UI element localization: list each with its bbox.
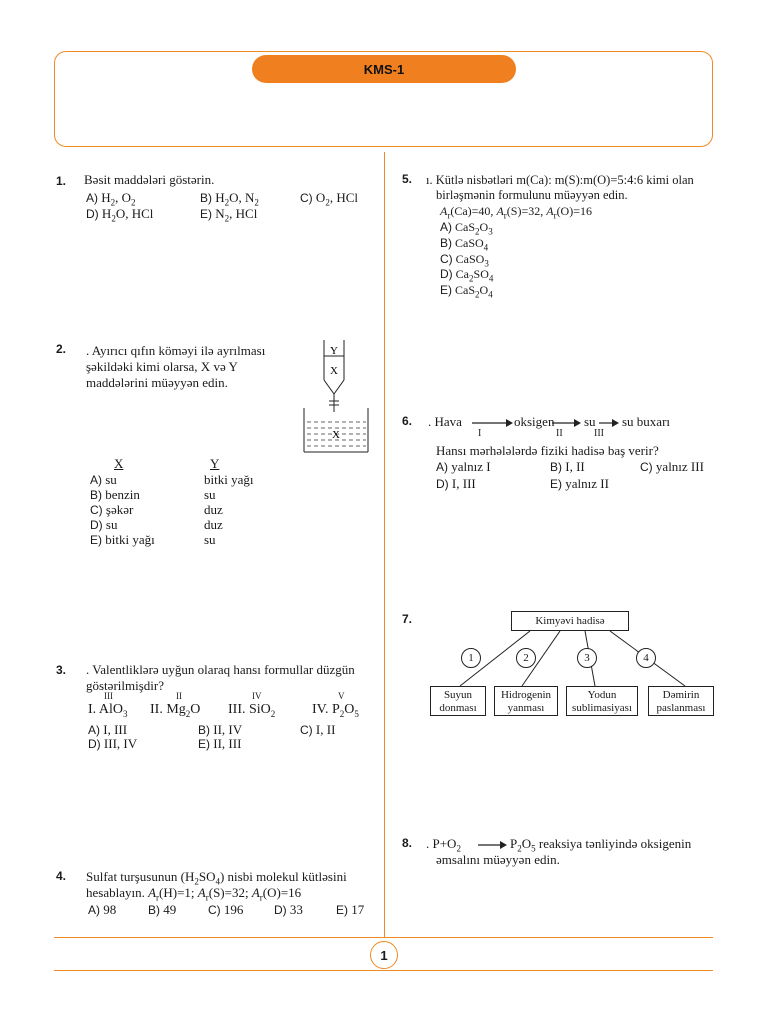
option-c-y: duz [204,502,223,517]
leaf-node: Hidrogenin yanması [494,686,558,716]
option-e[interactable]: E) $CaS_2O_4$ [440,283,493,300]
formula-ii: II. $Mg_2O$ [150,702,201,719]
option-c[interactable]: C) 196 [208,902,244,917]
step-label-i: I [478,428,482,439]
arrow-right-icon [470,416,514,430]
question-number: 2. [56,342,67,356]
step-number: 4 [636,648,656,668]
option-c[interactable]: C) CaSO$_3$ [440,252,489,269]
option-e[interactable]: E) $N_2$, HCl [200,206,258,224]
formula-iii: III. SiO$_2$ [228,702,276,719]
chain-oxygen: oksigen [514,414,555,429]
column-header-x: X [114,456,124,471]
option-d-y: duz [204,517,223,532]
valence-mark: IV [252,691,262,701]
leaf-node: Dəmirin paslanması [648,686,714,716]
option-e[interactable]: E) 17 [336,902,365,917]
option-e[interactable]: E) II, III [198,736,242,751]
step-label-iii: III [594,428,604,439]
label-y: Y [330,345,338,357]
question-text-line: maddələrini müəyyən edin. [86,375,228,390]
option-d[interactable]: D) 33 [274,902,303,917]
option-e-y: su [204,532,216,547]
option-b-y: su [204,487,216,502]
arrow-right-icon [476,838,508,852]
option-b[interactable]: B) CaSO$_4$ [440,236,489,253]
question-number: 5. [402,172,413,186]
option-a[interactable]: A) I, III [88,722,128,737]
option-a[interactable]: A) $H_2$, $O_2$ [86,190,136,208]
option-e[interactable]: E) bitki yağı [90,532,155,547]
option-b[interactable]: B) benzin [90,487,140,502]
step-number: 3 [577,648,597,668]
question-text-line: göstərilmişdir? [86,678,164,693]
question-number: 6. [402,414,413,428]
footer-line-bottom [54,970,713,971]
question-text: Bəsit maddələri göstərin. [84,172,215,187]
equation-left: . $P+O_2$ [426,836,461,854]
option-a[interactable]: A) yalnız I [436,459,491,474]
option-b[interactable]: B) 49 [148,902,177,917]
question-number: 7. [402,612,413,626]
footer-line-top [54,937,713,938]
valence-mark: V [338,691,345,701]
formula-i: I. AlO$_3$ [88,702,128,719]
option-a[interactable]: A) 98 [88,902,117,917]
question-text-line: . Valentliklərə uyğun olaraq hansı formullar düzgün [86,662,355,677]
chain-steam: su buxarı [622,414,671,429]
valence-mark: II [176,691,182,701]
option-c[interactable]: C) şəkər [90,502,134,517]
leaf-node: Suyun donması [430,686,486,716]
formula-iv: IV. $P_2O_5$ [312,702,359,719]
step-number: 1 [461,648,481,668]
separatory-funnel-figure [300,334,376,456]
option-c[interactable]: C) $O_2$, HCl [300,190,358,208]
option-d[interactable]: D) su [90,517,118,532]
option-d[interactable]: D) I, III [436,476,476,491]
page-title: KMS-1 [252,55,516,83]
question-text-line: əmsalını müəyyən edin. [436,852,560,867]
option-b[interactable]: B) II, IV [198,722,243,737]
arrow-right-icon [550,416,582,430]
column-header-y: Y [210,456,220,471]
chain-water: su [584,414,596,429]
question-text-line: Sulfat turşusunun $(H_2SO_4)$ nisbi molekul kütləsini [86,869,347,887]
question-text-line: . Ayırıcı qıfın köməyi ilə ayrılması [86,343,266,358]
option-a-y: bitki yağı [204,472,254,487]
question-number: 3. [56,663,67,677]
question-text-line: şəkildəki kimi olarsa, X və Y [86,359,238,374]
page-number: 1 [370,941,398,969]
valence-mark: III [104,691,113,701]
chain-start: . Hava [428,414,462,429]
option-d[interactable]: D) III, IV [88,736,138,751]
column-divider [384,152,385,937]
leaf-node: Yodun sublimasiyası [566,686,638,716]
question-text-line: $A_r(Ca)=40$, $A_r(S)=32$, $A_r(O)=16$ [440,204,592,221]
option-c[interactable]: C) I, II [300,722,336,737]
option-b[interactable]: B) $H_2O$, $N_2$ [200,190,259,208]
equation-right: $P_2O_5$ reaksiya tənliyində oksigenin [510,836,692,854]
question-text-line: hesablayın. $A_r(H)=1$; $A_r(S)=32$; $A_r(O)=16$ [86,885,302,903]
question-number: 4. [56,869,67,883]
root-node: Kimyəvi hadisə [511,611,629,631]
option-b[interactable]: B) I, II [550,459,585,474]
question-number: 1. [56,174,67,188]
step-number: 2 [516,648,536,668]
question-text-line: birləşmənin formulunu müəyyən edin. [436,188,628,202]
label-x-liquid: X [332,429,340,441]
option-c[interactable]: C) yalnız III [640,459,704,474]
option-d[interactable]: D) $H_2O$, HCl [86,206,154,224]
step-label-ii: II [556,428,563,439]
question-text-line: Hansı mərhələlərdə fiziki hadisə baş verir? [436,443,659,458]
option-e[interactable]: E) yalnız II [550,476,609,491]
option-a[interactable]: A) $CaS_2O_3$ [440,220,493,237]
question-number: 8. [402,836,413,850]
option-d[interactable]: D) $Ca_2SO_4$ [440,267,494,284]
question-text-line: ı. Kütlə nisbətləri m(Ca): m(S):m(O)=5:4:6 kimi olan [426,173,694,187]
label-x: X [330,365,338,377]
option-a[interactable]: A) su [90,472,117,487]
